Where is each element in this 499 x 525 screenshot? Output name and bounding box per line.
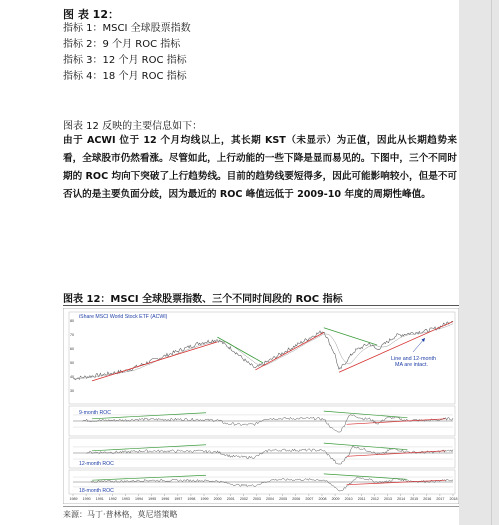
year-label: 2000 bbox=[213, 497, 222, 501]
price-axis-tick: 30 bbox=[70, 389, 74, 393]
year-label: 1992 bbox=[108, 497, 117, 501]
year-label: 2009 bbox=[331, 497, 340, 501]
year-label: 2015 bbox=[410, 497, 419, 501]
indicator-3: 指标 3：12 个月 ROC 指标 bbox=[63, 55, 187, 66]
figure-title: 图表 12：MSCI 全球股票指数、三个不同时间段的 ROC 指标 bbox=[63, 294, 343, 305]
year-label: 1990 bbox=[82, 497, 91, 501]
figure-chart bbox=[63, 308, 459, 504]
year-label: 1996 bbox=[161, 497, 170, 501]
year-label: 2006 bbox=[292, 497, 301, 501]
year-label: 1997 bbox=[174, 497, 183, 501]
price-axis-tick: 60 bbox=[70, 347, 74, 351]
roc12-label: 12-month ROC bbox=[79, 461, 114, 467]
intro-line: 图表 12 反映的主要信息如下： bbox=[63, 121, 203, 132]
year-label: 2013 bbox=[383, 497, 392, 501]
price-axis-tick: 50 bbox=[70, 361, 74, 365]
right-gutter-line bbox=[491, 0, 492, 525]
price-panel-label: iShare MSCI World Stock ETF (ACWI) bbox=[79, 314, 168, 320]
chart-svg bbox=[63, 308, 459, 504]
year-label: 2017 bbox=[436, 497, 445, 501]
indicator-4: 指标 4：18 个月 ROC 指标 bbox=[63, 71, 187, 82]
price-axis-tick: 80 bbox=[70, 319, 74, 323]
year-label: 2011 bbox=[357, 497, 366, 501]
annotation-line-1: Line and 12-month bbox=[391, 356, 436, 362]
roc9-label: 9-month ROC bbox=[79, 410, 111, 416]
indicator-1: 指标 1：MSCI 全球股票指数 bbox=[63, 23, 191, 34]
year-label: 2016 bbox=[423, 497, 432, 501]
price-axis-tick: 70 bbox=[70, 333, 74, 337]
figure-title-rule bbox=[63, 305, 459, 306]
year-label: 2002 bbox=[239, 497, 248, 501]
year-label: 2005 bbox=[279, 497, 288, 501]
chart-heading: 图 表 12： bbox=[63, 8, 119, 21]
year-label: 2018 bbox=[449, 497, 458, 501]
indicator-2: 指标 2：9 个月 ROC 指标 bbox=[63, 39, 181, 50]
year-label: 1999 bbox=[200, 497, 209, 501]
year-label: 2008 bbox=[318, 497, 327, 501]
year-label: 2010 bbox=[344, 497, 353, 501]
source-rule bbox=[63, 506, 459, 507]
roc18-label: 18-month ROC bbox=[79, 488, 114, 494]
year-label: 2007 bbox=[305, 497, 314, 501]
year-label: 2012 bbox=[370, 497, 379, 501]
year-label: 1993 bbox=[121, 497, 130, 501]
year-label: 2004 bbox=[266, 497, 275, 501]
year-label: 2001 bbox=[226, 497, 235, 501]
year-label: 2003 bbox=[252, 497, 261, 501]
analysis-paragraph: 由于 ACWI 位于 12 个月均线以上，其长期 KST（未显示）为正值，因此从长期趋势来看，全球股市仍然看涨。尽管如此，上行动能的一些下降是显而易见的。下图中，三个不同时期的 ROC 均向下突破了上行趋势线。目前的趋势线要短得多，因此可能影响较小，但是不可否认的是主要负面分歧，因为最近的 ROC 峰值远低于 2009-10 年度的周期性峰值。 bbox=[63, 135, 457, 200]
year-label: 1995 bbox=[148, 497, 157, 501]
source-note: 来源：马丁·普林格，莫尼塔策略 bbox=[63, 510, 178, 519]
year-label: 1998 bbox=[187, 497, 196, 501]
annotation-line-2: MA are intact. bbox=[395, 362, 428, 368]
year-label: 1989 bbox=[69, 497, 78, 501]
year-label: 1994 bbox=[135, 497, 144, 501]
price-axis-tick: 40 bbox=[70, 375, 74, 379]
year-label: 1991 bbox=[95, 497, 104, 501]
right-gutter bbox=[459, 0, 499, 525]
year-label: 2014 bbox=[397, 497, 406, 501]
